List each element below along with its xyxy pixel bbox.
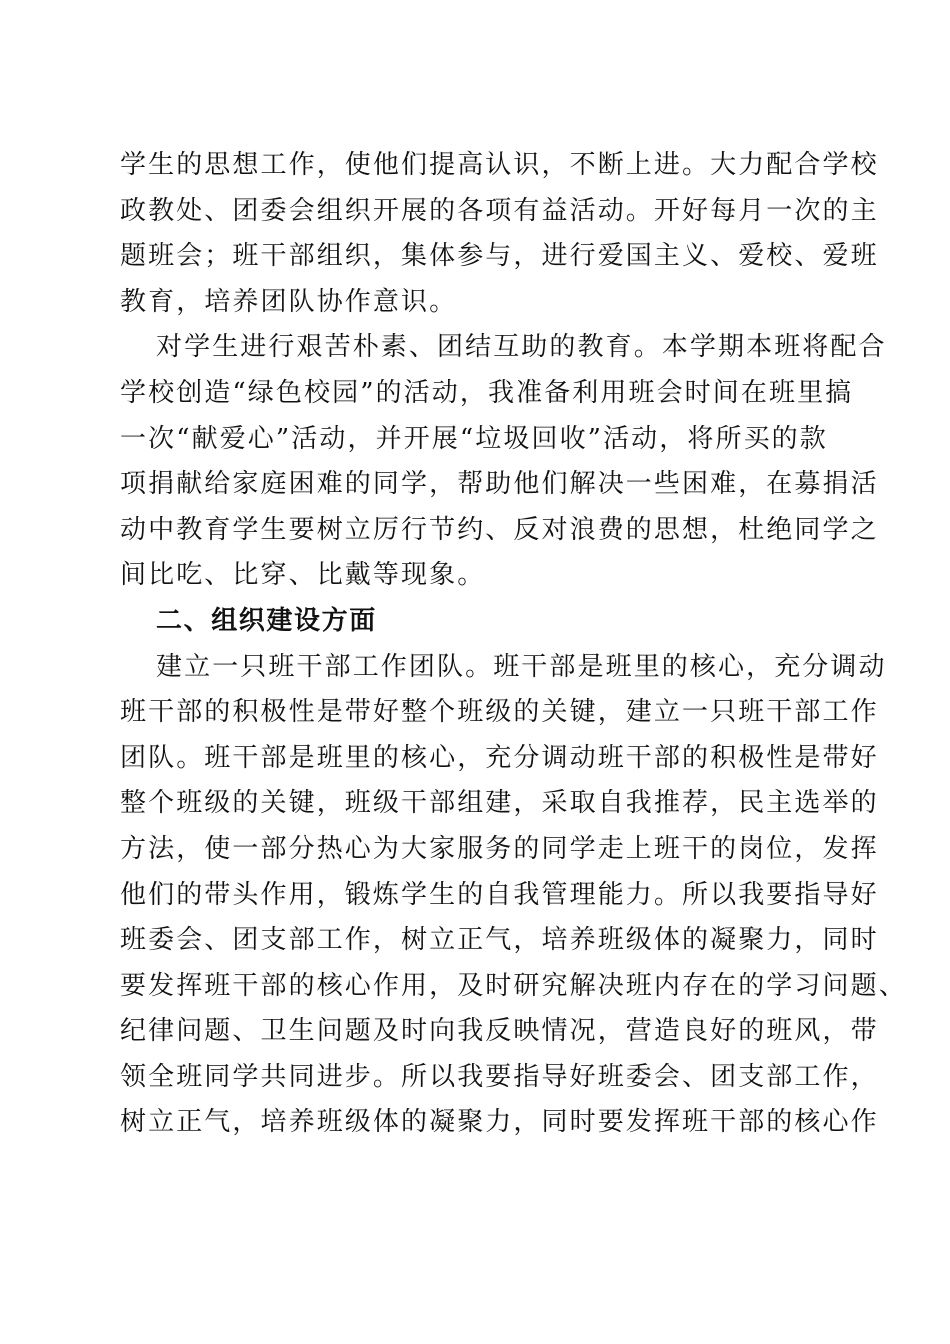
paragraph-line: 方法，使一部分热心为大家服务的同学走上班干的岗位，发挥 xyxy=(120,833,879,864)
paragraph-line: 政教处、团委会组织开展的各项有益活动。开好每月一次的主 xyxy=(120,195,879,226)
paragraph-line: 学生的思想工作，使他们提高认识，不断上进。大力配合学校 xyxy=(120,150,879,180)
paragraph-line: 教育，培养团队协作意识。 xyxy=(120,286,458,317)
paragraph-line: 一次“献爱心”活动，并开展“垃圾回收”活动，将所买的款 xyxy=(120,423,828,454)
paragraph-line: 班干部的积极性是带好整个班级的关键，建立一只班干部工作 xyxy=(120,697,879,728)
paragraph-line: 树立正气，培养班级体的凝聚力，同时要发挥班干部的核心作 xyxy=(120,1107,879,1138)
paragraph-line: 整个班级的关键，班级干部组建，采取自我推荐，民主选举的 xyxy=(120,788,879,819)
paragraph-line: 班委会、团支部工作，树立正气，培养班级体的凝聚力，同时 xyxy=(120,925,879,956)
paragraph-line: 要发挥班干部的核心作用，及时研究解决班内存在的学习问题、 xyxy=(120,970,907,1001)
paragraph-line: 领全班同学共同进步。所以我要指导好班委会、团支部工作， xyxy=(120,1061,879,1092)
paragraph-line: 团队。班干部是班里的核心，充分调动班干部的积极性是带好 xyxy=(120,742,879,773)
paragraph-line: 纪律问题、卫生问题及时向我反映情况，营造良好的班风，带 xyxy=(120,1016,879,1047)
paragraph-line: 动中教育学生要树立厉行节约、反对浪费的思想，杜绝同学之 xyxy=(120,514,879,545)
paragraph-line: 题班会；班干部组织，集体参与，进行爱国主义、爱校、爱班 xyxy=(120,241,879,272)
paragraph-first-line: 对学生进行艰苦朴素、团结互助的教育。本学期本班将配合 xyxy=(156,332,887,363)
document-body xyxy=(120,143,907,1146)
paragraph-line: 项捐献给家庭困难的同学，帮助他们解决一些困难，在募捐活 xyxy=(120,469,879,500)
paragraph-line: 间比吃、比穿、比戴等现象。 xyxy=(120,560,486,591)
paragraph-first-line: 建立一只班干部工作团队。班干部是班里的核心，充分调动 xyxy=(156,651,887,682)
section-heading: 二、组织建设方面 xyxy=(156,605,377,636)
paragraph-line: 他们的带头作用，锻炼学生的自我管理能力。所以我要指导好 xyxy=(120,879,879,910)
paragraph-line: 学校创造“绿色校园”的活动，我准备利用班会时间在班里搞 xyxy=(120,377,854,408)
